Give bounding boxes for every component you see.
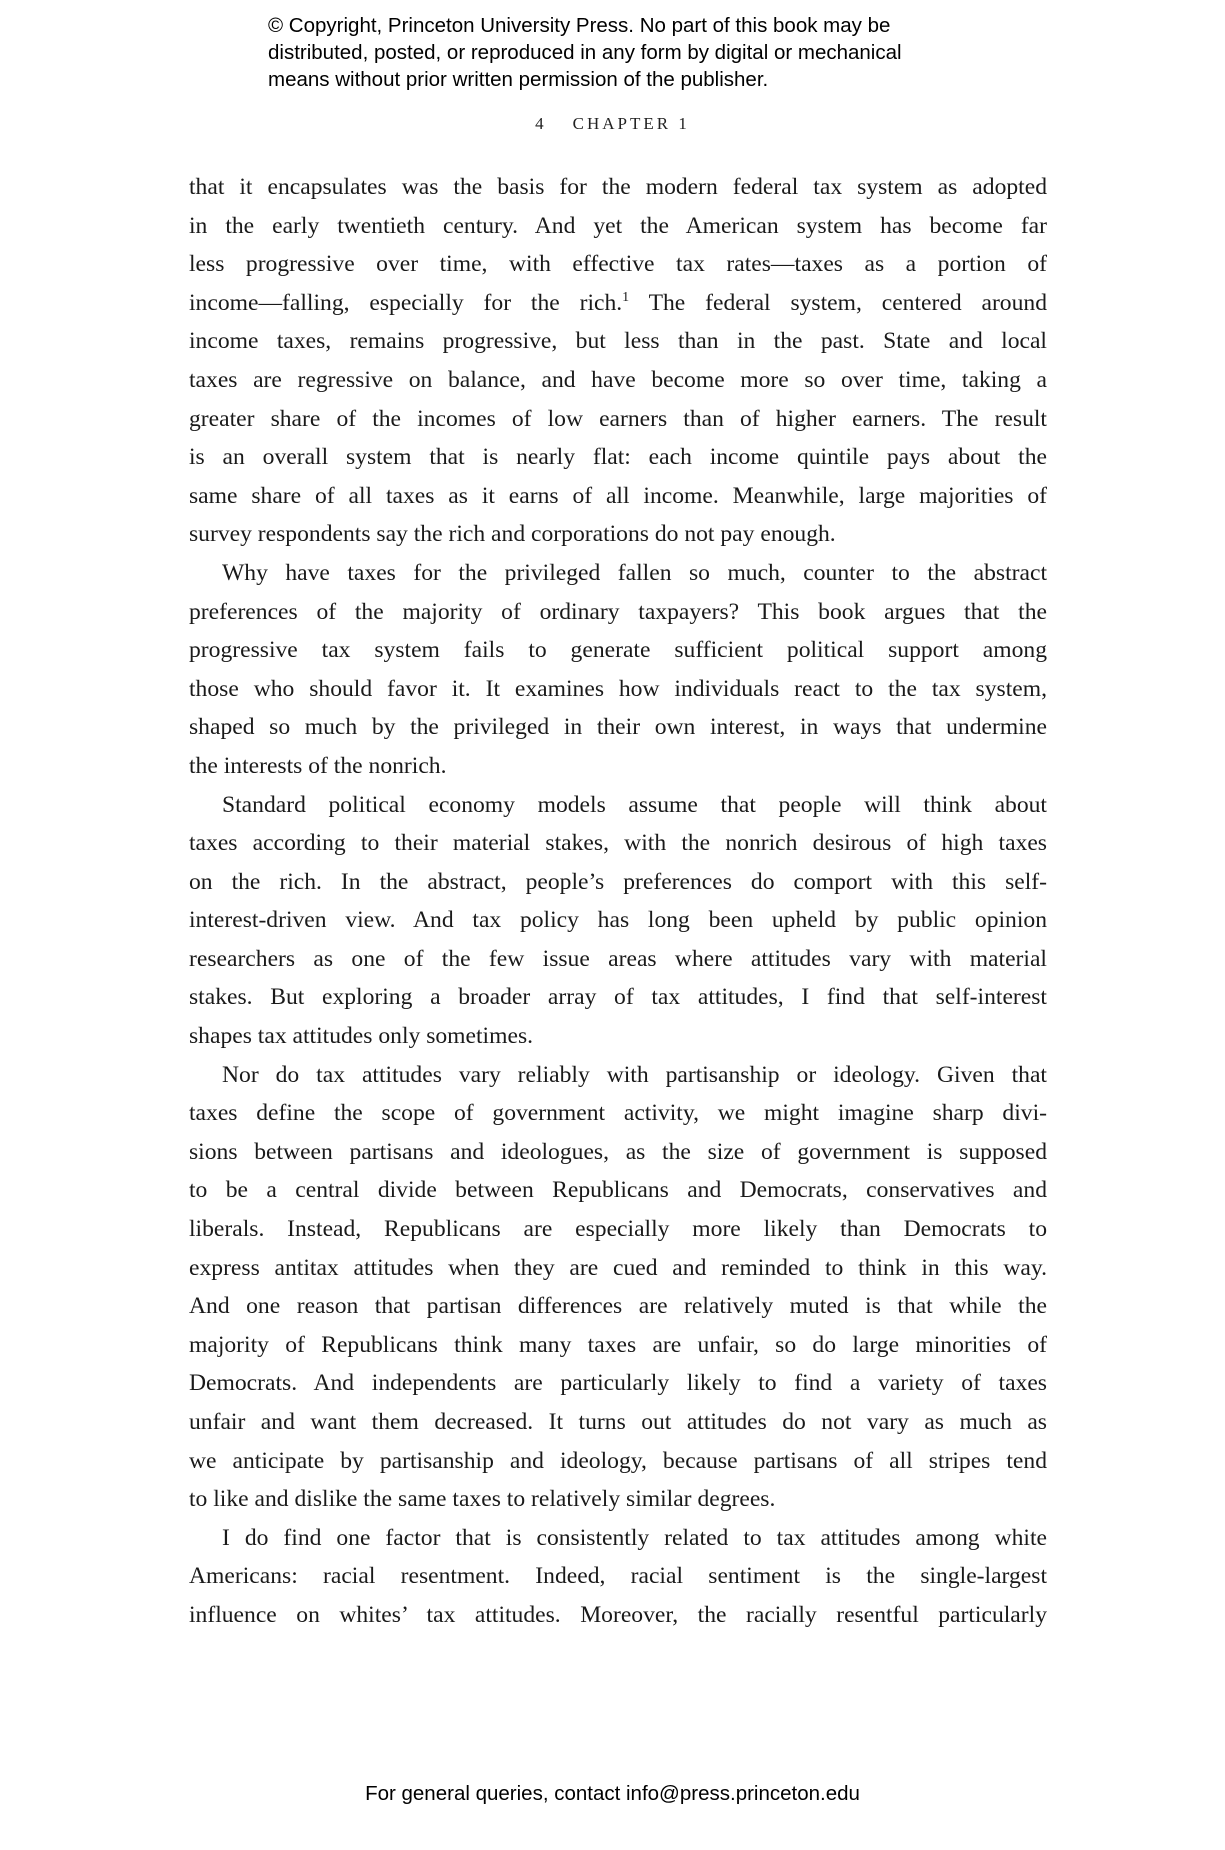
text-line: taxes define the scope of government activity, we might imagine sharp divi- [189,1100,1047,1127]
paragraph [189,1519,1047,1635]
page-number: 4 [535,114,547,133]
text-line: greater share of the incomes of low earners than of higher earners. The result [189,405,1047,432]
text-line: I do find one factor that is consistently related to tax attitudes among white [222,1524,1047,1551]
copyright-notice [268,12,902,93]
paragraph [189,786,1047,1056]
text-line: those who should favor it. It examines how individuals react to the tax system, [189,675,1047,702]
text-line: income taxes, remains progressive, but less than in the past. State and local [189,328,1047,355]
text-line: liberals. Instead, Republicans are especially more likely than Democrats to [189,1216,1047,1243]
text-span: The federal system, centered around [629,289,1047,316]
text-line: Americans: racial resentment. Indeed, racial sentiment is the single-largest [189,1563,1047,1590]
text-line: shapes tax attitudes only sometimes. [189,1023,534,1050]
text-line: same share of all taxes as it earns of all income. Meanwhile, large majorities of [189,482,1047,509]
body-text [189,168,1047,1635]
footnote-marker[interactable]: 1 [622,289,630,305]
text-line: Democrats. And independents are particularly likely to find a variety of taxes [189,1370,1047,1397]
paragraph [189,554,1047,786]
text-line: that it encapsulates was the basis for the modern federal tax system as adopted [189,174,1047,200]
text-line: taxes according to their material stakes, with the nonrich desirous of high taxes [189,830,1047,857]
text-line: stakes. But exploring a broader array of tax attitudes, I find that self-interest [189,984,1047,1011]
text-line: less progressive over time, with effective tax rates—taxes as a portion of [189,251,1047,278]
footer-contact: For general queries, contact info@press.princeton.edu [365,1782,860,1805]
chapter-label: CHAPTER 1 [572,114,690,133]
text-line: preferences of the majority of ordinary taxpayers? This book argues that the [189,598,1047,625]
paragraph [189,168,1047,554]
text-span: income—falling, especially for the rich. [189,289,623,316]
text-line: Standard political economy models assume that people will think about [222,791,1047,818]
text-line: to like and dislike the same taxes to relatively similar degrees. [189,1486,776,1513]
text-line: researchers as one of the few issue areas where attitudes vary with material [189,945,1047,972]
copyright-line: distributed, posted, or reproduced in any form by digital or mechanical [268,41,902,64]
text-line: to be a central divide between Republicans and Democrats, conservatives and [189,1177,1047,1204]
text-line: is an overall system that is nearly flat: each income quintile pays about the [189,444,1047,471]
text-line: influence on whites’ tax attitudes. Moreover, the racially resentful particularly [189,1601,1047,1628]
text-line: interest-driven view. And tax policy has long been upheld by public opinion [189,907,1047,934]
copyright-line: © Copyright, Princeton University Press. No part of this book may be [268,14,891,37]
text-line: sions between partisans and ideologues, as the size of government is supposed [189,1138,1047,1165]
paragraph [189,1056,1047,1519]
text-line: unfair and want them decreased. It turns out attitudes do not vary as much as [189,1409,1047,1435]
text-line: in the early twentieth century. And yet the American system has become far [189,212,1047,239]
text-line: taxes are regressive on balance, and have become more so over time, taking a [189,366,1047,393]
text-line: And one reason that partisan differences are relatively muted is that while the [189,1293,1047,1320]
text-line: survey respondents say the rich and corporations do not pay enough. [189,521,836,548]
text-line [189,284,1047,323]
running-head [0,114,1225,134]
text-line: majority of Republicans think many taxes are unfair, so do large minorities of [189,1331,1047,1358]
text-line: on the rich. In the abstract, people’s preferences do comport with this self- [189,868,1047,895]
text-line: the interests of the nonrich. [189,752,447,779]
text-line: progressive tax system fails to generate sufficient political support among [189,637,1047,664]
copyright-line: means without prior written permission of the publisher. [268,68,769,91]
text-line: we anticipate by partisanship and ideology, because partisans of all stripes tend [189,1447,1047,1474]
text-line: shaped so much by the privileged in their own interest, in ways that undermine [189,714,1047,741]
text-line: express antitax attitudes when they are cued and reminded to think in this way. [189,1254,1047,1281]
text-line: Why have taxes for the privileged fallen so much, counter to the abstract [222,559,1047,586]
text-line: Nor do tax attitudes vary reliably with partisanship or ideology. Given that [222,1061,1047,1088]
